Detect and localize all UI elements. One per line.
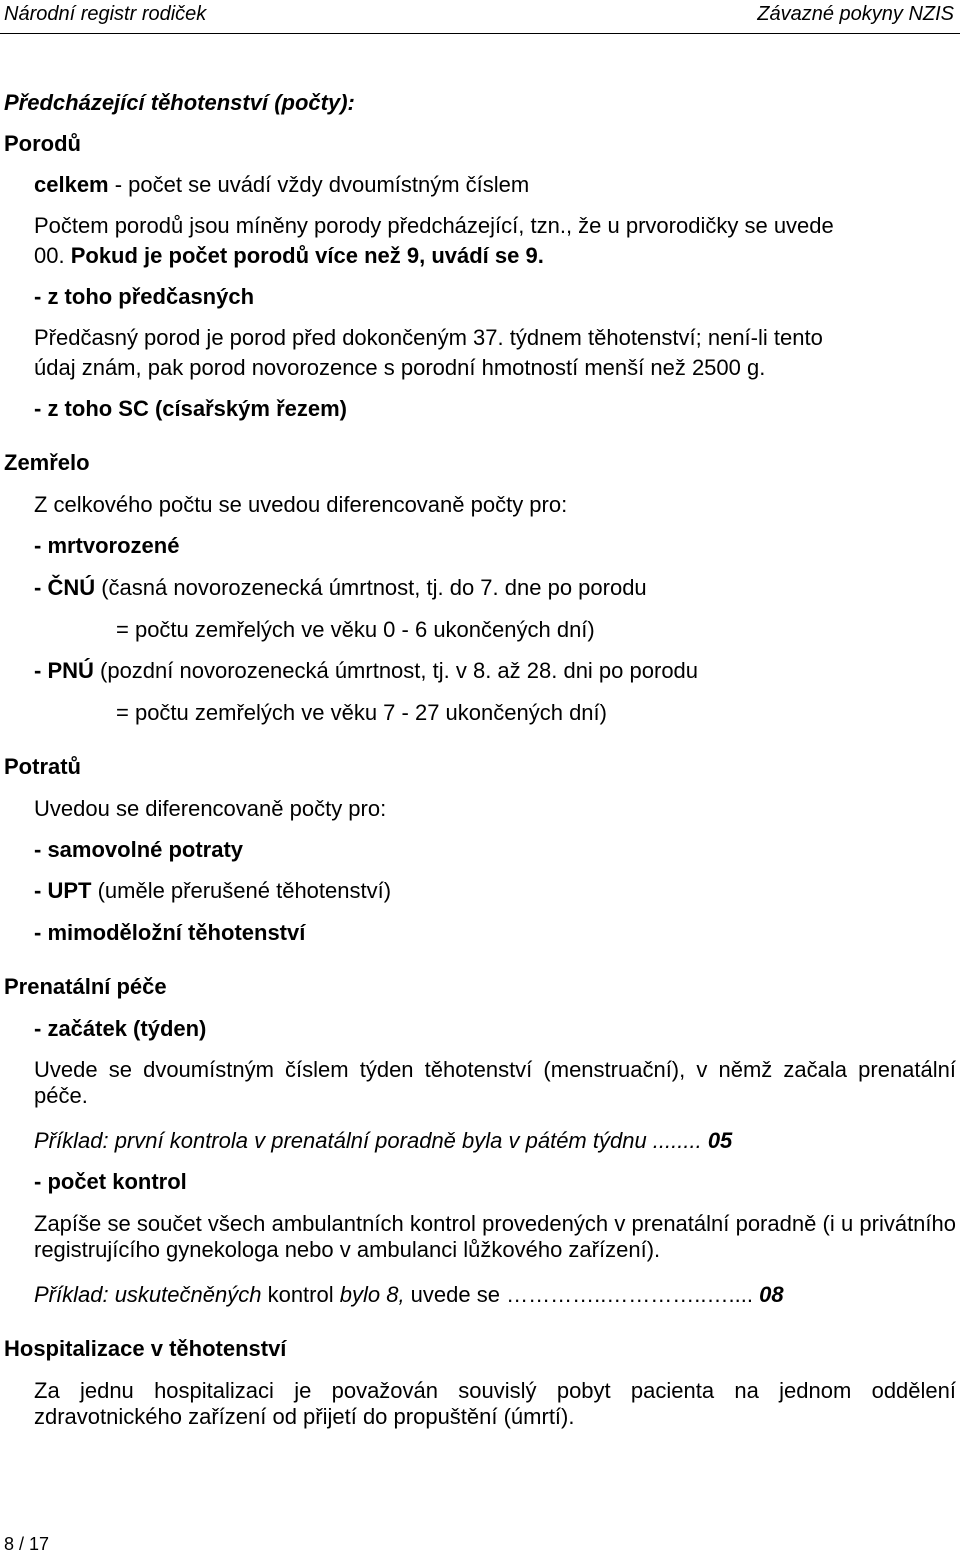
cnu-text: (časná novorozenecká úmrtnost, tj. do 7. dne po porodu xyxy=(95,575,647,600)
heading-prenatalni: Prenatální péče xyxy=(4,974,167,999)
pocet-kontrol-label: - počet kontrol xyxy=(34,1169,187,1194)
heading-predcasnych: - z toho předčasných xyxy=(34,284,255,309)
header-right-title: Závazné pokyny NZIS xyxy=(757,3,954,25)
pocet-porodu-rule: Pokud je počet porodů více než 9, uvádí se 9. xyxy=(70,243,544,268)
upt-line xyxy=(34,878,391,904)
header-divider xyxy=(0,33,960,34)
cnu-label: - ČNÚ xyxy=(34,575,96,600)
pnu-sub: = počtu zemřelých ve věku 7 - 27 ukončených dní) xyxy=(116,700,607,725)
example-2 xyxy=(34,1282,784,1308)
pnu-text: (pozdní novorozenecká úmrtnost, tj. v 8. až 28. dni po porodu xyxy=(93,658,699,683)
celkem-text: - počet se uvádí vždy dvoumístným číslem xyxy=(108,172,530,197)
example-2-part-d: uvede se xyxy=(404,1282,507,1307)
cnu-sub: = počtu zemřelých ve věku 0 - 6 ukončených dní) xyxy=(116,617,595,642)
pocet-porodu-line-2 xyxy=(34,243,544,269)
pocet-porodu-zero: 00. xyxy=(34,243,71,268)
upt-label: - UPT xyxy=(34,878,92,903)
predcasny-line-1: Předčasný porod je porod před dokončeným 37. týdnem těhotenství; není-li tento xyxy=(34,325,823,350)
zacatek-text: Uvede se dvoumístným číslem týden těhotenství (menstruační), v němž začala prenatální péče. xyxy=(34,1057,956,1108)
pnu-line xyxy=(34,658,698,684)
page-number: 8 / 17 xyxy=(4,1534,50,1554)
predcasny-line-2: údaj znám, pak porod novorozence s porodní hmotností menší než 2500 g. xyxy=(34,355,766,380)
pocet-kontrol-text: Zapíše se součet všech ambulantních kontrol provedených v prenatální poradně (i u privátního registrujícího gynekologa nebo v ambulanci lůžkového zařízení). xyxy=(34,1211,956,1262)
page-header xyxy=(0,0,960,36)
heading-porodu: Porodů xyxy=(4,131,81,156)
celkem-line xyxy=(34,172,529,198)
example-1 xyxy=(34,1128,732,1154)
mrtvorozene-label: - mrtvorozené xyxy=(34,533,180,558)
hospitalizace-text: Za jednu hospitalizaci je považován souvislý pobyt pacienta na jednom oddělení zdravotnického zařízení od přijetí do propuštění (úmrtí). xyxy=(34,1378,956,1429)
example-2-dots: …………..…………..….... xyxy=(506,1282,753,1307)
mimodelozni-label: - mimoděložní těhotenství xyxy=(34,920,306,945)
zacatek-label: - začátek (týden) xyxy=(34,1016,207,1041)
heading-hospitalizace: Hospitalizace v těhotenství xyxy=(4,1336,287,1361)
header-left-title: Národní registr rodiček xyxy=(4,3,207,25)
example-2-value: 08 xyxy=(752,1282,784,1307)
example-2-part-a: Příklad: uskutečněných xyxy=(34,1282,262,1307)
section-title-previous-pregnancies: Předcházející těhotenství (počty): xyxy=(4,90,355,115)
pnu-label: - PNÚ xyxy=(34,658,94,683)
potratu-intro: Uvedou se diferencovaně počty pro: xyxy=(34,796,387,821)
example-2-part-b: kontrol xyxy=(261,1282,340,1307)
samovolne-label: - samovolné potraty xyxy=(34,837,244,862)
upt-text: (uměle přerušené těhotenství) xyxy=(91,878,392,903)
example-1-text: Příklad: první kontrola v prenatální poradně byla v pátém týdnu ........ xyxy=(34,1128,702,1153)
example-2-part-c: bylo 8, xyxy=(339,1282,405,1307)
celkem-label: celkem xyxy=(34,172,109,197)
heading-zemrelo: Zemřelo xyxy=(4,450,90,475)
heading-potratu: Potratů xyxy=(4,754,81,779)
zemrelo-intro: Z celkového počtu se uvedou diferencovaně počty pro: xyxy=(34,492,568,517)
heading-sc: - z toho SC (císařským řezem) xyxy=(34,396,347,421)
cnu-line xyxy=(34,575,647,601)
example-1-value: 05 xyxy=(701,1128,733,1153)
pocet-porodu-line-1: Počtem porodů jsou míněny porody předcházející, tzn., že u prvorodičky se uvede xyxy=(34,213,834,238)
